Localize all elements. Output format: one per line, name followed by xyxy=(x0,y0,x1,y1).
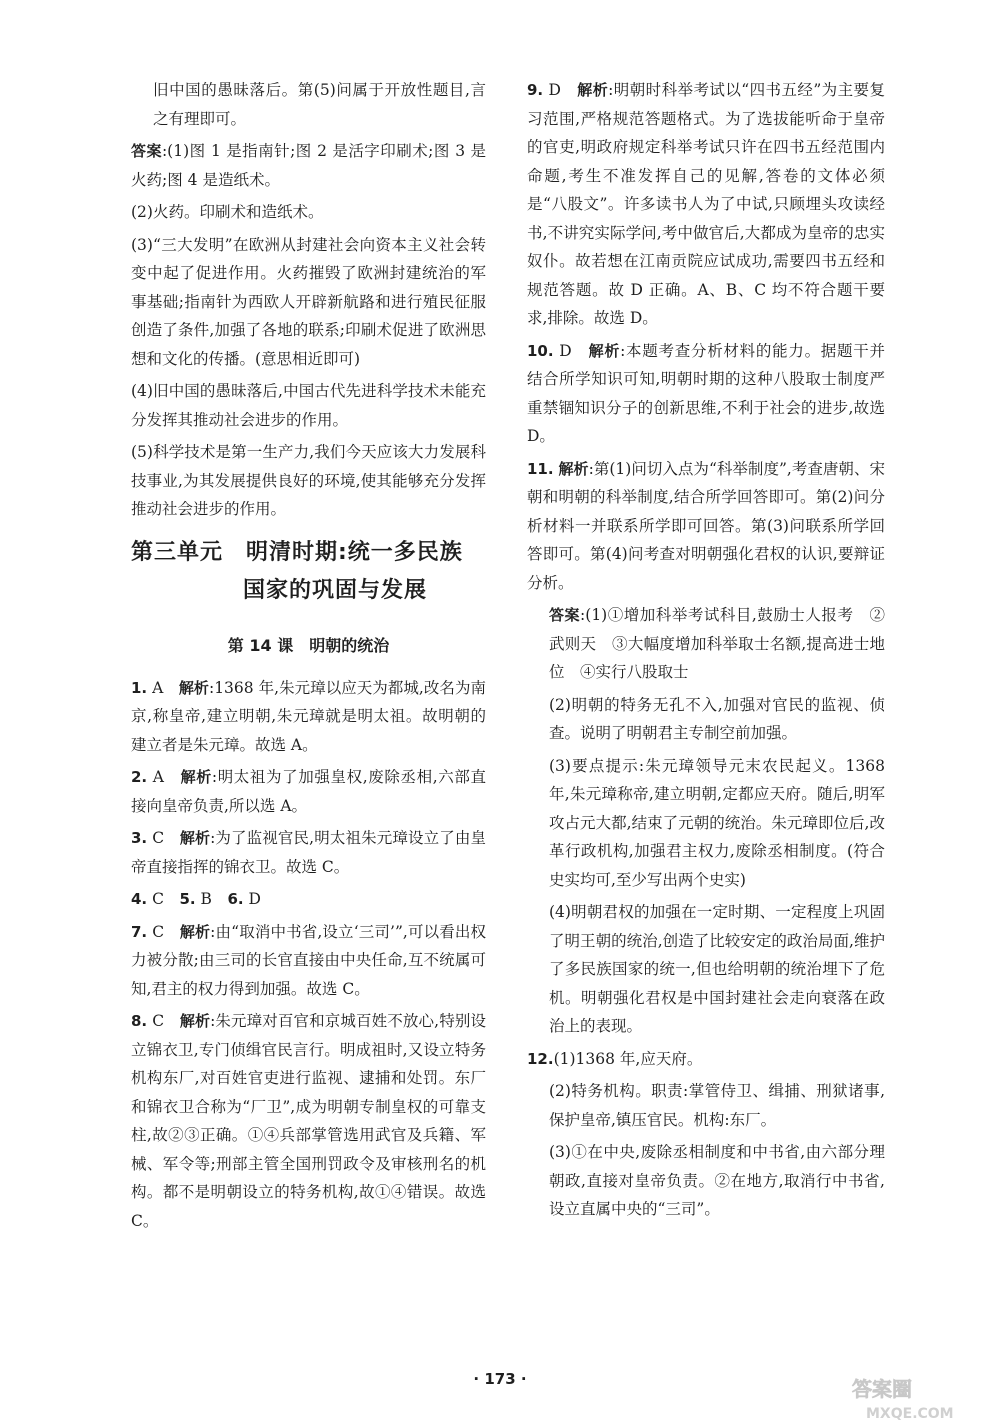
answer-item-2: (2)明朝的特务无孔不入,加强对官民的监视、侦查。说明了明朝君主专制空前加强。 xyxy=(549,695,885,742)
answer-label: 答案 xyxy=(131,142,162,160)
answer-text: :(1)图 1 是指南针;图 2 是活字印刷术;图 3 是火药;图 4 是造纸术。 xyxy=(131,142,486,189)
analysis-label: 解析 xyxy=(558,459,589,478)
analysis-text: :本题考查分析材料的能力。据题干并结合所学知识可知,明朝时期的这种八股取士制度严重禁锢知识分子的创新思维,不利于社会的进步,故选 D。 xyxy=(527,341,885,445)
answer-item-5: (5)科学技术是第一生产力,我们今天应该大力发展科技事业,为其发展提供良好的环境,使其能够充分发挥推动社会进步的作用。 xyxy=(131,443,486,518)
question-item xyxy=(527,455,885,598)
unit-title-line-2: 国家的巩固与发展 xyxy=(243,577,428,603)
answer-item-3: (3)“三大发明”在欧洲从封建社会向资本主义社会转变中起了促进作用。火药摧毁了欧洲封建统治的军事基础;指南针为西欧人开辟新航路和进行殖民征服创造了条件,加强了各地的联系;印刷术促进了欧洲思想和文化的传播。(意思相近即可) xyxy=(131,235,486,368)
question-item xyxy=(131,674,486,760)
answer-item-4: (4)旧中国的愚昧落后,中国古代先进科学技术未能充分发挥其推动社会进步的作用。 xyxy=(131,382,486,429)
answer-item-4: (4)明朝君权的加强在一定时期、一定程度上巩固了明王朝的统治,创造了比较安定的政治局面,维护了多民族国家的统一,但也给明朝的统治埋下了危机。明朝强化君权是中国封建社会走向衰落在政治上的表现。 xyxy=(549,903,885,1035)
analysis-text: :第(1)问切入点为“科举制度”,考查唐朝、宋朝和明朝的科举制度,结合所学回答即可。第(2)问分析材料一并联系所学即可回答。第(3)问联系所学回答即可。第(4)问考查对明朝强化君权的认识,要辩证分析。 xyxy=(527,459,885,592)
question-number: 10. xyxy=(527,341,554,360)
right-column xyxy=(527,76,885,1228)
answer-letter: A xyxy=(152,678,164,697)
question-number: 3. xyxy=(131,829,148,847)
answer-item-12-3: (3)①在中央,废除丞相制度和中书省,由六部分理朝政,直接对皇帝负责。②在地方,取消行中书省,设立直属中央的“三司”。 xyxy=(549,1143,885,1218)
answer-letter: C xyxy=(152,890,164,908)
question-number: 8. xyxy=(131,1012,148,1030)
analysis-label: 解析 xyxy=(179,829,211,847)
question-item xyxy=(527,337,885,451)
answer-letter: B xyxy=(200,890,212,908)
analysis-label: 解析 xyxy=(577,81,609,99)
question-number: 1. xyxy=(131,678,148,697)
answer-letter: A xyxy=(152,768,164,786)
question-number: 11. xyxy=(527,459,554,478)
answer-block xyxy=(131,137,486,194)
question-item xyxy=(131,763,486,820)
watermark-icon xyxy=(848,1372,993,1424)
question-item xyxy=(527,76,885,333)
analysis-text: :明朝时科举考试以“四书五经”为主要复习范围,严格规范答题格式。为了选拔能听命于皇帝的官吏,明政府规定科举考试只许在四书五经范围内命题,考生不准发挥自己的见解,答卷的文体必须是“八股文”。许多读书人为了中试,只顾埋头攻读经书,不讲究实际学问,考中做官后,大都成为皇帝的忠实奴仆。故若想在江南贡院应试成功,需要四书五经和规范答题。故 D 正确。A、B、C 均不符合题干要求,排除。故选 D。 xyxy=(527,81,885,327)
question-item xyxy=(131,824,486,881)
answer-letter: D xyxy=(248,890,261,908)
answer-item-2: (2)火药。印刷术和造纸术。 xyxy=(131,203,324,221)
analysis-text: :由“取消中书省,设立‘三司’”,可以看出权力被分散;由三司的长官直接由中央任命,互不统属可知,君主的权力得到加强。故选 C。 xyxy=(131,922,486,998)
analysis-label: 解析 xyxy=(179,1012,211,1030)
question-number: 2. xyxy=(131,768,148,786)
answer-item-3: (3)要点提示:朱元璋领导元末农民起义。1368 年,朱元璋称帝,建立明朝,定都应天府。随后,明军攻占元大都,结束了元朝的统治。朱元璋即位后,改革行政机构,加强君主权力,废除丞相制度。(符合史实均可,至少写出两个史实) xyxy=(549,756,885,889)
analysis-text: :1368 年,朱元璋以应天为都城,改名为南京,称皇帝,建立明朝,朱元璋就是明太祖。故明朝的建立者是朱元璋。故选 A。 xyxy=(131,678,486,754)
watermark-logo-text: 答案圈 xyxy=(852,1377,912,1401)
question-number: 5. xyxy=(179,890,196,908)
watermark-logo xyxy=(848,1372,993,1424)
question-number: 6. xyxy=(227,890,244,908)
question-number: 7. xyxy=(131,922,148,941)
analysis-label: 解析 xyxy=(588,341,621,360)
question-number: 9. xyxy=(527,81,544,99)
unit-title xyxy=(131,534,486,610)
answer-label: 答案 xyxy=(549,606,581,624)
answer-letter: C xyxy=(152,922,165,941)
analysis-label: 解析 xyxy=(178,678,209,697)
answer-block xyxy=(527,601,885,687)
analysis-text: :朱元璋对百官和京城百姓不放心,特别设立锦衣卫,专门侦缉官民言行。明成祖时,又设立特务机构东厂,对百姓官吏进行监视、逮捕和处罚。东厂和锦衣卫合称为“厂卫”,成为明朝专制皇权的可靠支柱,故②③正确。①④兵部掌管选用武官及兵籍、军械、军令等;刑部主管全国刑罚政令及审核刑名的机构。都不是明朝设立的特务机构,故①④错误。故选 C。 xyxy=(131,1012,486,1230)
lesson-title: 第 14 课 明朝的统治 xyxy=(227,635,390,655)
left-column xyxy=(131,76,486,1239)
answer-letter: D xyxy=(559,341,572,360)
answer-item-12-2: (2)特务机构。职责:掌管侍卫、缉捕、刑狱诸事,保护皇帝,镇压官民。机构:东厂。 xyxy=(549,1082,885,1129)
question-number: 12. xyxy=(527,1049,554,1068)
question-item xyxy=(131,885,486,914)
analysis-label: 解析 xyxy=(179,922,211,941)
unit-title-line-1: 第三单元 明清时期:统一多民族 xyxy=(131,539,463,565)
question-item-12 xyxy=(527,1045,885,1074)
question-item xyxy=(131,918,486,1004)
answer-letter: C xyxy=(152,1012,165,1030)
watermark-url: MXQE.COM xyxy=(866,1406,954,1422)
question-number: 4. xyxy=(131,890,148,908)
answer-letter: C xyxy=(152,829,165,847)
analysis-text: :为了监视官民,明太祖朱元璋设立了由皇帝直接指挥的锦衣卫。故选 C。 xyxy=(131,829,486,876)
analysis-text: :明太祖为了加强皇权,废除丞相,六部直接向皇帝负责,所以选 A。 xyxy=(131,768,486,815)
answer-text: :(1)①增加科举考试科目,鼓励士人报考 ②武则天 ③大幅度增加科举取士名额,提高进士地位 ④实行八股取士 xyxy=(549,606,885,681)
page-number: · 173 · xyxy=(473,1370,527,1388)
answer-letter: D xyxy=(548,81,561,99)
question-item xyxy=(131,1007,486,1235)
answer-text: (1)1368 年,应天府。 xyxy=(553,1049,703,1068)
continued-text: 旧中国的愚昧落后。第(5)问属于开放性题目,言之有理即可。 xyxy=(153,81,486,128)
analysis-label: 解析 xyxy=(180,768,212,786)
